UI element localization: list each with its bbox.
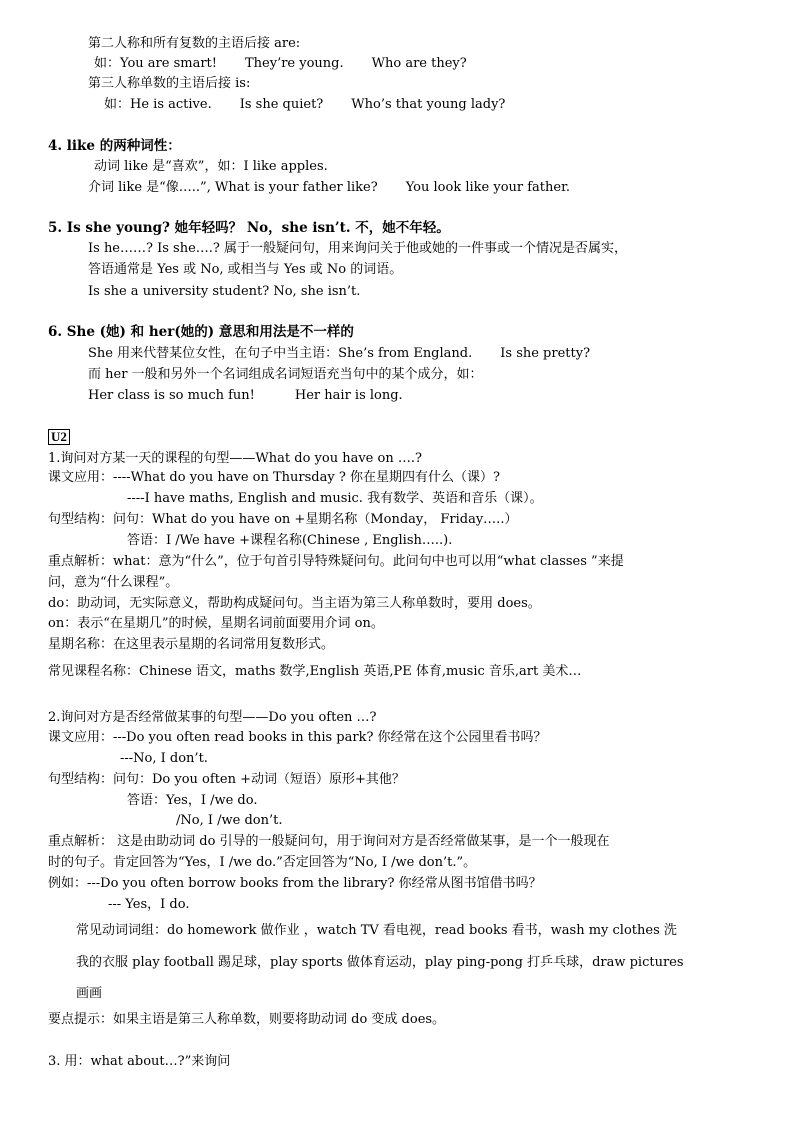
section-heading: 4. like 的两种词性： [48,138,181,154]
text-line: ----I have maths, English and music. 我有数学、英语和音乐（课）。 [127,491,543,506]
text-line: 星期名称：在这里表示星期的名词常用复数形式。 [48,637,335,652]
text-line: do：助动词，无实际意义，帮助构成疑问句。当主语为第三人称单数时，要用 does。 [48,596,541,611]
text-line: She 用来代替某位女性，在句子中当主语：She’s from England. Is she pretty? [88,346,591,361]
text-line: on：表示“在星期几”的时候，星期名词前面要用介词 on。 [48,616,384,631]
point-heading: 2.询问对方是否经常做某事的句型——Do you often …? [48,710,377,725]
text-line: 第二人称和所有复数的主语后接 are: [88,36,301,51]
text-line: 例如：---Do you often borrow books from the library? 你经常从图书馆借书吗？ [48,876,542,891]
text-line: 常见课程名称：Chinese 语文，maths 数学,English 英语,PE 体育,music 音乐,art 美术… [48,664,582,679]
text-line: 而 her 一般和另外一个名词组成名词短语充当句中的某个成分，如： [88,367,483,382]
text-line: 我的衣服 play football 踢足球，play sports 做体育运动，play ping-pong 打乒乓球，draw pictures [76,955,684,970]
example-line: 如：He is active. Is she quiet? Who’s that young lady? [104,97,506,112]
text-line: ---No, I don’t. [120,751,208,766]
text-line: 重点解析： 这是由助动词 do 引导的一般疑问句，用于询问对方是否经常做某事，是一个一般现在 [48,834,610,849]
text-line: Is he……? Is she….? 属于一般疑问句，用来询问关于他或她的一件事或一个情况是否属实， [88,241,628,256]
text-line: /No, I /we don’t. [176,813,283,828]
text-line: 问，意为“什么课程”。 [48,575,179,590]
text-line: 句型结构：问句：Do you often +动词（短语）原形+其他？ [48,772,405,787]
text-line: 答语：Yes，I /we do. [127,793,258,808]
example-line: 如：You are smart! They’re young. Who are they? [94,56,467,71]
text-line: 第三人称单数的主语后接 is: [88,76,251,91]
text-line: 画画 [76,986,103,1001]
text-line: 要点提示：如果主语是第三人称单数，则要将助动词 do 变成 does。 [48,1012,446,1027]
text-line: 答语通常是 Yes 或 No, 或相当与 Yes 或 No 的词语。 [88,262,403,277]
text-line: --- Yes，I do. [108,897,190,912]
text-line: 介词 like 是“像…..”, What is your father like? You look like your father. [88,180,571,195]
text-line: 课文应用：---Do you often read books in this park? 你经常在这个公园里看书吗？ [48,730,547,745]
example-line: Her class is so much fun! Her hair is long. [88,388,403,403]
text-line: 时的句子。肯定回答为“Yes，I /we do.”否定回答为“No, I /we don’t.”。 [48,855,477,870]
text-line: 动词 like 是“喜欢”，如：I like apples. [94,159,328,174]
example-line: Is she a university student? No, she isn’t. [88,284,361,299]
section-heading: 6. She (她) 和 her(她的) 意思和用法是不一样的 [48,324,354,340]
unit-tag: U2 [48,429,70,446]
point-heading: 1.询问对方某一天的课程的句型——What do you have on ….? [48,451,422,466]
text-line: 常见动词词组：do homework 做作业 ，watch TV 看电视，read books 看书，wash my clothes 洗 [76,923,677,938]
text-line: 重点解析：what：意为“什么”，位于句首引导特殊疑问句。此问句中也可以用“what classes ”来提 [48,554,624,569]
text-line: 句型结构：问句：What do you have on +星期名称（Monday， Friday…..） [48,512,518,527]
section-heading: 5. Is she young? 她年轻吗？ No，she isn’t. 不，她不年轻。 [48,220,450,236]
point-heading: 3. 用：what about…?”来询问 [48,1054,231,1069]
text-line: 答语：I /We have +课程名称(Chinese , English…..). [127,533,453,548]
text-line: 课文应用：----What do you have on Thursday ? 你在星期四有什么（课）? [48,470,500,485]
